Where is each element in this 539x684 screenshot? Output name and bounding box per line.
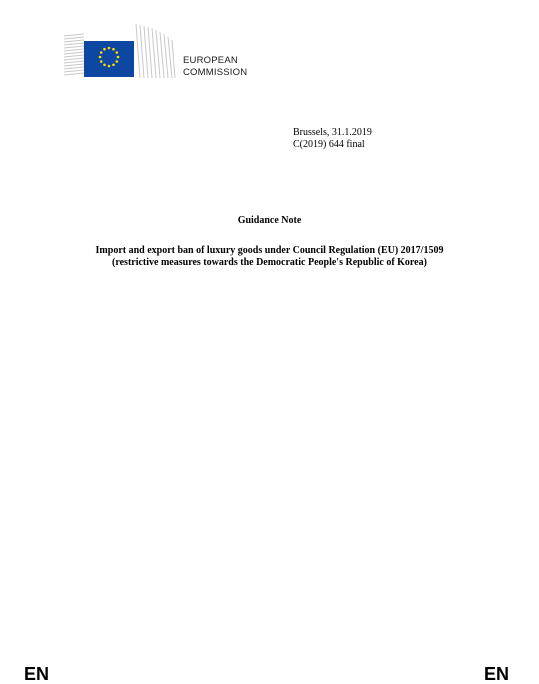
org-name-line-2: COMMISSION bbox=[183, 67, 248, 78]
document-title bbox=[0, 245, 539, 269]
building-left-lines bbox=[64, 34, 84, 75]
org-name-line-1: EUROPEAN bbox=[183, 55, 238, 66]
document-title-line-1: Import and export ban of luxury goods under Council Regulation (EU) 2017/1509 bbox=[95, 245, 444, 256]
header-logo-block bbox=[60, 20, 260, 82]
language-marker-right: EN bbox=[484, 664, 510, 684]
place-and-date: Brussels, 31.1.2019 bbox=[293, 127, 372, 138]
eu-flag bbox=[84, 41, 134, 77]
building-right-lines bbox=[136, 24, 175, 78]
european-commission-logo bbox=[60, 20, 178, 82]
document-number: C(2019) 644 final bbox=[293, 139, 365, 150]
document-title-line-2: (restrictive measures towards the Democratic People's Republic of Korea) bbox=[112, 257, 427, 268]
language-marker-left: EN bbox=[24, 664, 50, 684]
organisation-name bbox=[183, 55, 247, 79]
document-type: Guidance Note bbox=[237, 215, 302, 226]
reference-block bbox=[293, 127, 372, 151]
